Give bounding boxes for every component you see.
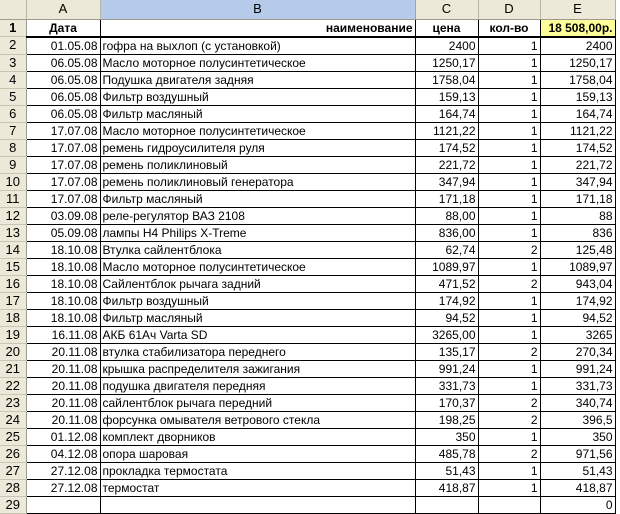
cell-qty-header[interactable]: кол-во (478, 19, 540, 37)
cell-sum[interactable]: 3265 (540, 326, 615, 343)
cell-sum[interactable]: 331,73 (540, 377, 615, 394)
row-header[interactable]: 17 (0, 292, 26, 309)
row-header[interactable]: 1 (0, 19, 26, 37)
cell-grand-total[interactable]: 18 508,00р. (540, 19, 615, 37)
cell-name[interactable]: Фильтр воздушный (100, 88, 415, 105)
cell-sum[interactable]: 174,92 (540, 292, 615, 309)
table-row (0, 173, 615, 190)
cell-name[interactable]: гофра на выхлоп (с установкой) (100, 37, 415, 55)
row-header[interactable]: 21 (0, 360, 26, 377)
table-row (0, 394, 615, 411)
cell-sum[interactable]: 836 (540, 224, 615, 241)
cell-price[interactable]: 174,92 (415, 292, 478, 309)
row-header[interactable]: 5 (0, 88, 26, 105)
table-row (0, 122, 615, 139)
row-header[interactable]: 14 (0, 241, 26, 258)
select-all-corner[interactable] (0, 0, 26, 19)
cell-date[interactable]: 17.07.08 (26, 173, 100, 190)
cell-sum[interactable]: 164,74 (540, 105, 615, 122)
cell-price[interactable]: 2400 (415, 37, 478, 55)
row-header[interactable]: 19 (0, 326, 26, 343)
cell-price[interactable]: 1121,22 (415, 122, 478, 139)
table-row (0, 292, 615, 309)
cell-qty[interactable]: 1 (478, 54, 540, 71)
cell-sum[interactable]: 971,56 (540, 445, 615, 462)
row-header[interactable]: 26 (0, 445, 26, 462)
cell-qty[interactable]: 1 (478, 207, 540, 224)
row-header[interactable]: 29 (0, 496, 26, 513)
row-header[interactable]: 25 (0, 428, 26, 445)
cell-price[interactable]: 1758,04 (415, 71, 478, 88)
cell-qty[interactable]: 1 (478, 479, 540, 496)
column-header-b[interactable]: B (100, 0, 415, 19)
cell-qty[interactable]: 1 (478, 139, 540, 156)
cell-price[interactable]: 347,94 (415, 173, 478, 190)
cell-date[interactable]: 06.05.08 (26, 105, 100, 122)
cell-name[interactable]: Втулка сайлентблока (100, 241, 415, 258)
cell-name[interactable]: Масло моторное полусинтетическое (100, 258, 415, 275)
row-header[interactable]: 20 (0, 343, 26, 360)
cell-price[interactable]: 170,37 (415, 394, 478, 411)
cell-date[interactable]: 17.07.08 (26, 122, 100, 139)
cell-name[interactable]: Фильтр масляный (100, 309, 415, 326)
cell-qty[interactable]: 1 (478, 105, 540, 122)
table-row (0, 411, 615, 428)
cell-name[interactable]: Фильтр масляный (100, 190, 415, 207)
cell-qty[interactable]: 1 (478, 326, 540, 343)
row-header[interactable]: 24 (0, 411, 26, 428)
cell-date[interactable]: 20.11.08 (26, 360, 100, 377)
cell-date-header[interactable]: Дата (26, 19, 100, 37)
cell-price[interactable]: 485,78 (415, 445, 478, 462)
cell-date[interactable]: 06.05.08 (26, 88, 100, 105)
cell-date[interactable]: 04.12.08 (26, 445, 100, 462)
table-row (0, 428, 615, 445)
cell-price[interactable]: 164,74 (415, 105, 478, 122)
cell-date[interactable]: 17.07.08 (26, 139, 100, 156)
table-row (0, 224, 615, 241)
cell-sum[interactable]: 1089,97 (540, 258, 615, 275)
cell-sum[interactable]: 396,5 (540, 411, 615, 428)
cell-date[interactable]: 18.10.08 (26, 275, 100, 292)
cell-date[interactable] (26, 496, 100, 513)
row-header[interactable]: 22 (0, 377, 26, 394)
table-row (0, 326, 615, 343)
column-header-d[interactable]: D (478, 0, 540, 19)
row-header[interactable]: 27 (0, 462, 26, 479)
cell-name[interactable]: ремень поликлиновый генератора (100, 173, 415, 190)
cell-name[interactable] (100, 496, 415, 513)
cell-sum[interactable]: 347,94 (540, 173, 615, 190)
cell-name[interactable]: опора шаровая (100, 445, 415, 462)
cell-price[interactable]: 836,00 (415, 224, 478, 241)
cell-date[interactable]: 20.11.08 (26, 394, 100, 411)
cell-qty[interactable]: 2 (478, 411, 540, 428)
row-header[interactable]: 6 (0, 105, 26, 122)
row-header[interactable]: 3 (0, 54, 26, 71)
row-header[interactable]: 12 (0, 207, 26, 224)
row-header[interactable]: 2 (0, 37, 26, 55)
cell-qty[interactable]: 1 (478, 360, 540, 377)
cell-name[interactable]: Фильтр воздушный (100, 292, 415, 309)
cell-qty[interactable] (478, 496, 540, 513)
cell-date[interactable]: 06.05.08 (26, 71, 100, 88)
cell-qty[interactable]: 2 (478, 275, 540, 292)
row-header[interactable]: 15 (0, 258, 26, 275)
cell-price[interactable]: 171,18 (415, 190, 478, 207)
table-row (0, 496, 615, 513)
cell-name[interactable]: ремень гидроусилителя руля (100, 139, 415, 156)
cell-date[interactable]: 03.09.08 (26, 207, 100, 224)
cell-qty[interactable]: 1 (478, 309, 540, 326)
cell-price[interactable]: 418,87 (415, 479, 478, 496)
cell-name[interactable]: комплект дворников (100, 428, 415, 445)
table-row (0, 105, 615, 122)
cell-name-header[interactable]: наименование (100, 19, 415, 37)
cell-date[interactable]: 18.10.08 (26, 309, 100, 326)
column-header-row (0, 0, 615, 19)
cell-name[interactable]: реле-регулятор ВАЗ 2108 (100, 207, 415, 224)
cell-name[interactable]: лампы H4 Philips X-Treme (100, 224, 415, 241)
cell-price[interactable]: 1089,97 (415, 258, 478, 275)
cell-sum[interactable]: 125,48 (540, 241, 615, 258)
table-row (0, 258, 615, 275)
row-header[interactable]: 13 (0, 224, 26, 241)
cell-price[interactable]: 198,25 (415, 411, 478, 428)
table-row (0, 139, 615, 156)
cell-price[interactable]: 991,24 (415, 360, 478, 377)
cell-sum[interactable]: 171,18 (540, 190, 615, 207)
cell-sum[interactable]: 51,43 (540, 462, 615, 479)
cell-qty[interactable]: 2 (478, 241, 540, 258)
row-header[interactable]: 10 (0, 173, 26, 190)
cell-name[interactable]: подушка двигателя передняя (100, 377, 415, 394)
table-row (0, 88, 615, 105)
table-row (0, 275, 615, 292)
row-header[interactable]: 23 (0, 394, 26, 411)
cell-date[interactable]: 05.09.08 (26, 224, 100, 241)
cell-date[interactable]: 18.10.08 (26, 241, 100, 258)
cell-price[interactable]: 159,13 (415, 88, 478, 105)
cell-price[interactable]: 350 (415, 428, 478, 445)
row-header[interactable]: 4 (0, 71, 26, 88)
cell-sum[interactable]: 0 (540, 496, 615, 513)
cell-sum[interactable]: 270,34 (540, 343, 615, 360)
cell-date[interactable]: 20.11.08 (26, 343, 100, 360)
cell-qty[interactable]: 2 (478, 445, 540, 462)
cell-sum[interactable]: 2400 (540, 37, 615, 55)
cell-qty[interactable]: 1 (478, 156, 540, 173)
cell-sum[interactable]: 221,72 (540, 156, 615, 173)
table-row (0, 207, 615, 224)
cell-sum[interactable]: 1121,22 (540, 122, 615, 139)
table-row (0, 71, 615, 88)
row-header[interactable]: 11 (0, 190, 26, 207)
cell-date[interactable]: 18.10.08 (26, 292, 100, 309)
cell-qty[interactable]: 1 (478, 71, 540, 88)
table-row (0, 360, 615, 377)
cell-price[interactable] (415, 496, 478, 513)
cell-sum[interactable]: 943,04 (540, 275, 615, 292)
cell-date[interactable]: 18.10.08 (26, 258, 100, 275)
cell-name[interactable]: сайлентблок рычага передний (100, 394, 415, 411)
cell-price[interactable]: 1250,17 (415, 54, 478, 71)
cell-qty[interactable]: 1 (478, 292, 540, 309)
cell-qty[interactable]: 1 (478, 224, 540, 241)
cell-price[interactable]: 94,52 (415, 309, 478, 326)
cell-sum[interactable]: 88 (540, 207, 615, 224)
cell-name[interactable]: Сайлентблок рычага задний (100, 275, 415, 292)
cell-qty[interactable]: 1 (478, 173, 540, 190)
cell-qty[interactable]: 1 (478, 190, 540, 207)
cell-sum[interactable]: 418,87 (540, 479, 615, 496)
cell-qty[interactable]: 1 (478, 88, 540, 105)
cell-date[interactable]: 17.07.08 (26, 156, 100, 173)
cell-sum[interactable]: 340,74 (540, 394, 615, 411)
table-row (0, 309, 615, 326)
cell-qty[interactable]: 1 (478, 122, 540, 139)
table-row (0, 462, 615, 479)
cell-name[interactable]: Фильтр масляный (100, 105, 415, 122)
cell-name[interactable]: АКБ 61Ач Varta SD (100, 326, 415, 343)
cell-name[interactable]: Масло моторное полусинтетическое (100, 122, 415, 139)
cell-name[interactable]: втулка стабилизатора переднего (100, 343, 415, 360)
cell-name[interactable]: Масло моторное полусинтетическое (100, 54, 415, 71)
cell-sum[interactable]: 94,52 (540, 309, 615, 326)
cell-price[interactable]: 135,17 (415, 343, 478, 360)
cell-sum[interactable]: 174,52 (540, 139, 615, 156)
cell-sum[interactable]: 350 (540, 428, 615, 445)
cell-sum[interactable]: 159,13 (540, 88, 615, 105)
header-row (0, 19, 615, 37)
row-header[interactable]: 9 (0, 156, 26, 173)
row-header[interactable]: 16 (0, 275, 26, 292)
cell-name[interactable]: ремень поликлиновый (100, 156, 415, 173)
table-row (0, 241, 615, 258)
cell-date[interactable]: 01.12.08 (26, 428, 100, 445)
cell-name[interactable]: термостат (100, 479, 415, 496)
cell-sum[interactable]: 991,24 (540, 360, 615, 377)
cell-price[interactable]: 88,00 (415, 207, 478, 224)
cell-qty[interactable]: 1 (478, 37, 540, 55)
row-header[interactable]: 8 (0, 139, 26, 156)
cell-name[interactable]: крышка распределителя зажигания (100, 360, 415, 377)
table-row (0, 37, 615, 55)
table-row (0, 156, 615, 173)
cell-price[interactable]: 62,74 (415, 241, 478, 258)
cell-date[interactable]: 17.07.08 (26, 190, 100, 207)
row-header[interactable]: 28 (0, 479, 26, 496)
cell-price[interactable]: 3265,00 (415, 326, 478, 343)
cell-price[interactable]: 51,43 (415, 462, 478, 479)
table-row (0, 377, 615, 394)
table-row (0, 479, 615, 496)
cell-date[interactable]: 01.05.08 (26, 37, 100, 55)
table-row (0, 445, 615, 462)
row-header[interactable]: 18 (0, 309, 26, 326)
cell-price-header[interactable]: цена (415, 19, 478, 37)
table-row (0, 190, 615, 207)
cell-name[interactable]: прокладка термостата (100, 462, 415, 479)
row-header[interactable]: 7 (0, 122, 26, 139)
cell-date[interactable]: 06.05.08 (26, 54, 100, 71)
cell-date[interactable]: 20.11.08 (26, 377, 100, 394)
cell-qty[interactable]: 1 (478, 258, 540, 275)
cell-date[interactable]: 27.12.08 (26, 479, 100, 496)
cell-date[interactable]: 27.12.08 (26, 462, 100, 479)
cell-date[interactable]: 20.11.08 (26, 411, 100, 428)
cell-qty[interactable]: 1 (478, 377, 540, 394)
cell-sum[interactable]: 1758,04 (540, 71, 615, 88)
table-row (0, 54, 615, 71)
column-header-a[interactable]: A (26, 0, 100, 19)
cell-date[interactable]: 16.11.08 (26, 326, 100, 343)
column-header-c[interactable]: C (415, 0, 478, 19)
cell-name[interactable]: Подушка двигателя задняя (100, 71, 415, 88)
cell-price[interactable]: 174,52 (415, 139, 478, 156)
column-header-e[interactable]: E (540, 0, 615, 19)
cell-price[interactable]: 221,72 (415, 156, 478, 173)
cell-sum[interactable]: 1250,17 (540, 54, 615, 71)
cell-name[interactable]: форсунка омывателя ветрового стекла (100, 411, 415, 428)
cell-qty[interactable]: 1 (478, 462, 540, 479)
cell-price[interactable]: 331,73 (415, 377, 478, 394)
table-row (0, 343, 615, 360)
cell-price[interactable]: 471,52 (415, 275, 478, 292)
cell-qty[interactable]: 2 (478, 394, 540, 411)
cell-qty[interactable]: 1 (478, 428, 540, 445)
cell-qty[interactable]: 2 (478, 343, 540, 360)
